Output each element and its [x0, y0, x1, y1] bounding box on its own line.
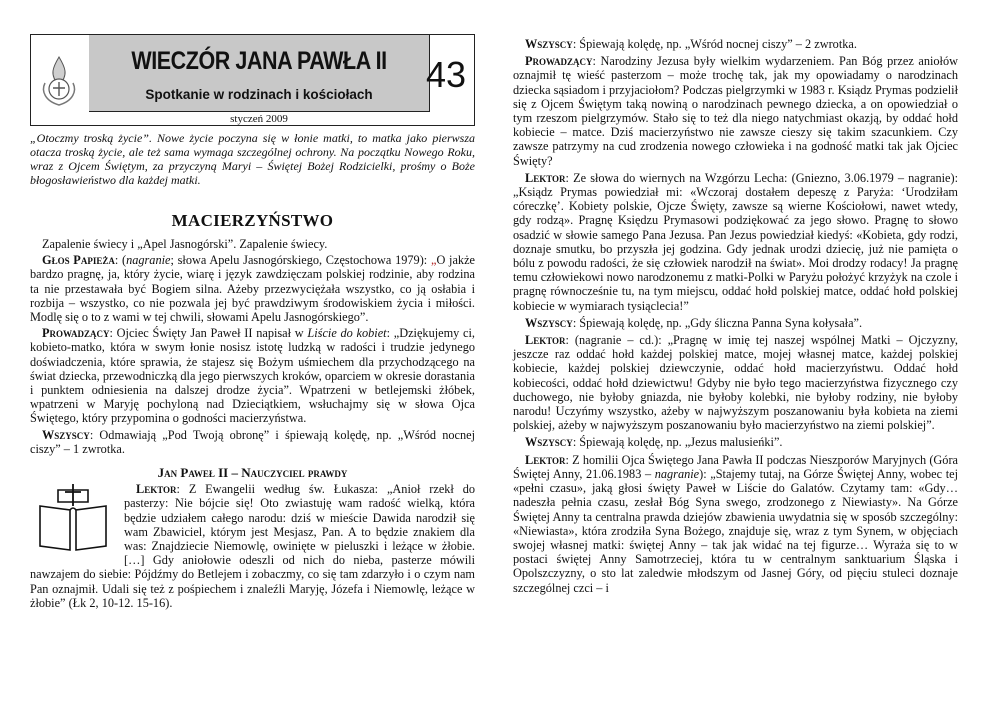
paragraph-all-1: Wszyscy: Odmawiają „Pod Twoją obronę” i śpiewają kolędę, np. „Wśród nocnej ciszy” – 1 zwrotka.: [30, 427, 475, 456]
paragraph-pope-voice: Głos Papieża: (nagranie; słowa Apelu Jasnogórskiego, Częstochowa 1979): „O jakże bardzo pragnę, ja, który życie, wiarę i język zawdzięczam polskiej rodzinie, aby rodzina ta nie przestawała być Bogiem silna. Ażeby przezwyciężała wszystko, co ją osłabia i rozbija – wszystko, co nie pozwala jej być prawdziwym środowiskiem życia i miłości. Modlę się o to z wami w tej chwili, słowami Apelu Jasnogórskiego”.: [30, 253, 475, 325]
speaker-label: Wszyscy: [42, 427, 90, 442]
paragraph-all-4: Wszyscy: Śpiewają kolędę, np. „Jezus malusieńki”.: [525, 435, 783, 450]
paragraph-lector-1: Lektor: Z Ewangelii według św. Łukasza: „Anioł rzekł do pasterzy: Nie bójcie się! Oto zwiastuję wam radość wielką, która będzie udziałem całego narodu: dziś w mieście Dawida narodził się wam Zbawiciel, którym jest Mesjasz, Pan. A to będzie znakiem dla was: Znajdziecie Niemowlę, owinięte w pieluszki i leżące w żłobie. […] Gdy aniołowie odeszli od nich do nieba, pasterze mówili nawzajem do siebie: Pójdźmy do Betlejem i zobaczmy, co się tam zdarzyło i o czym nam Pan oznajmił. Udali się też z pośpiechem i znaleźli Maryję, Józefa i Niemowlę, leżące w żłobie” (Łk 2, 10-12. 15-16).: [30, 482, 475, 610]
open-book-icon: [30, 484, 116, 554]
paragraph-all-2: Wszyscy: Śpiewają kolędę, np. „Wśród nocnej ciszy” – 2 zwrotka.: [525, 37, 857, 51]
speaker-label: Lektor: [136, 482, 177, 497]
candle-logo-icon: [37, 55, 81, 107]
speaker-label: Wszyscy: [525, 37, 573, 51]
speaker-label: Lektor: [525, 452, 566, 467]
speaker-label: Głos Papieża: [42, 253, 115, 268]
paragraph-host-2: Prowadzący: Narodziny Jezusa były wielkim wydarzeniem. Pan Bóg przez aniołów oznajmił tę wieść pasterzom – może trochę tak, jak my opowiadamy o narodzinach dziecka sąsiadom i przyjaciołom? Podczas pielgrzymki w 1983 r. Ksiądz Prymas podzielił się z Ojcem Świętym taką nowiną o narodzinach pewnego dziecka, a on opowiedział o tym rzeszom pielgrzymów. Stało się to też dla niego natychmiast okazją, by oddać hołd kobiecie – matce. Dziś macierzyństwo nie zawsze cieszy się takim szacunkiem. Czy zawsze patrzymy na cud zrodzenia nowego człowieka i na godność matki tak jak Ojciec Święty?: [513, 54, 958, 168]
issue-date: styczeń 2009: [230, 113, 288, 125]
newsletter-subtitle: Spotkanie w rodzinach i kościołach: [145, 87, 373, 102]
speaker-label: Lektor: [525, 170, 566, 185]
subsection-title: Jan Paweł II – Nauczyciel prawdy: [157, 465, 348, 481]
motto: [30, 131, 475, 187]
speaker-label: Wszyscy: [525, 435, 573, 450]
newsletter-header: [30, 34, 475, 126]
section-title: MACIERZYŃSTWO: [171, 211, 334, 230]
newsletter-title: WIECZÓR JANA PAWŁA II: [131, 47, 387, 75]
header-band: [89, 35, 430, 112]
paragraph-lector-3: Lektor: (nagranie – cd.): „Pragnę w imię tej naszej wspólnej Matki – Ojczyzny, jeszcze raz oddać hołd każdej polskiej matce, mojej własnej matce, każdej polskiej kobiecie, każdej polskiej dziewczynie, oddać hołd macierzyństwu. Oddać hołd kobiecości, oddać hołd dziewictwu! Gdyby nie było tego macierzyństwa fizycznego czy duchowego, nie byłoby gniazda, nie byłoby kolebki, nie byłoby rodziny, nie byłoby narodu! Uczyńmy wszystko, ażeby w najwyższym poszanowaniu była kobieta na ziemi polskiej, ażeby w najwyższym poszanowaniu było macierzyństwo na ziemi polskiej”.: [513, 333, 958, 433]
paragraph-host-1: Prowadzący: Ojciec Święty Jan Paweł II napisał w Liście do kobiet: „Dziękujemy ci, kobieto-matko, która w swym łonie nosisz istotę ludzką w radości i trudzie jedynego doświadczenia, które sprawia, że stajesz się Bożym uśmiechem dla przychodzącego na świat dziecka, przewodniczką dla jego pierwszych kroków, oparciem w okresie dorastania i punktem odniesienia na dalszej drodze życia”. Wpatrzeni w betlejemski żłóbek, wpatrzeni w Maryję pochyloną nad Dzieciątkiem, wsłuchajmy się w słowa Ojca Świętego, który przypomina o godności macierzyństwa.: [30, 326, 475, 426]
speaker-label: Wszyscy: [525, 315, 573, 330]
issue-number: 43: [425, 54, 467, 95]
paragraph-lector-4: Lektor: Z homilii Ojca Świętego Jana Pawła II podczas Nieszporów Maryjnych (Góra Świętej Anny, 21.06.1983 – nagranie): „Stajemy tutaj, na Górze Świętej Anny, wobec tej «pełni czasu», jaką głosi święty Paweł w Liście do Galatów. Czytamy tam: «Gdy… nadeszła pełnia czasu, zesłał Bóg Syna swego, zrodzonego z Niewiasty». Na Górze Świętej Anny ta centralna prawda dziejów zbawienia uwydatnia się w sposób szczególny: «Niewiasta», która zrodziła Syna Bożego, znajduje się, wraz z tym Synem, w objęciach swojej własnej matki: świętej Anny – tak jak widać na tej figurze… Wyraża się to w postaci świętej Anny Samotrzeciej, która tu w centralnym sanktuarium Śląska i Opolszczyzny, o sto lat zaledwie młodszym od Jasnej Góry, od pięciu stuleci doznaje szczególnej czci – i: [513, 452, 958, 595]
speaker-label: Prowadzący: [42, 326, 110, 341]
right-body: [513, 37, 958, 598]
motto-text: „Otoczmy troską życie”. Nowe życie poczyna się w łonie matki, to matka jako pierwsza otacza troską życie, ale też sama wymaga szczególnej ochrony. Na początku Nowego Roku, wraz z Ojcem Świętym, za przyczyną Maryi – Świętej Bożej Rodzicielki, prośmy o Boże błogosławieństwo dla każdej matki.: [30, 131, 475, 187]
gospel-reading: [30, 482, 475, 610]
paragraph-lector-2: Lektor: Ze słowa do wiernych na Wzgórzu Lecha: (Gniezno, 3.06.1979 – nagranie): „Ksiądz Prymas powiedział mi: «Wczoraj dostałem depeszę z Paryża: ‘Urodziłam córeczkę’. Kobiety polskie, Ojcze Święty, zawsze są wierne Kościołowi, nawet wtedy, gdy rodzą». Pragnę Księdzu Prymasowi podziękować za jego słowo. Pragnę to słowo osadzić w słowie samego Pana Jezusa. Pan Jezus powiedział kiedyś: «Kobieta, gdy rodzi, doznaje smutku, bo przyszła jej godzina. Gdy jednak urodzi dziecię, już nie pamięta o bólu z powodu radości, że się człowiek narodził na świat». Moi drodzy rodacy! Ja pragnę temu człowiekowi nowo narodzonemu z matki-Polki w Paryżu położyć krzyżyk na czole i pragnę równocześnie tu, na tym miejscu, oddać hołd polskiej matce, oddać hołd polskiej kobiecie w wymiarach tysiąclecia!”: [513, 170, 958, 313]
paragraph-candle: Zapalenie świecy i „Apel Jasnogórski”. Zapalenie świecy.: [42, 237, 328, 251]
paragraph-all-3: Wszyscy: Śpiewają kolędę, np. „Gdy śliczna Panna Syna kołysała”.: [525, 315, 863, 330]
left-body: [30, 237, 475, 612]
logo-area: [31, 35, 87, 125]
speaker-label: Lektor: [525, 333, 566, 348]
speaker-label: Prowadzący: [525, 54, 593, 69]
